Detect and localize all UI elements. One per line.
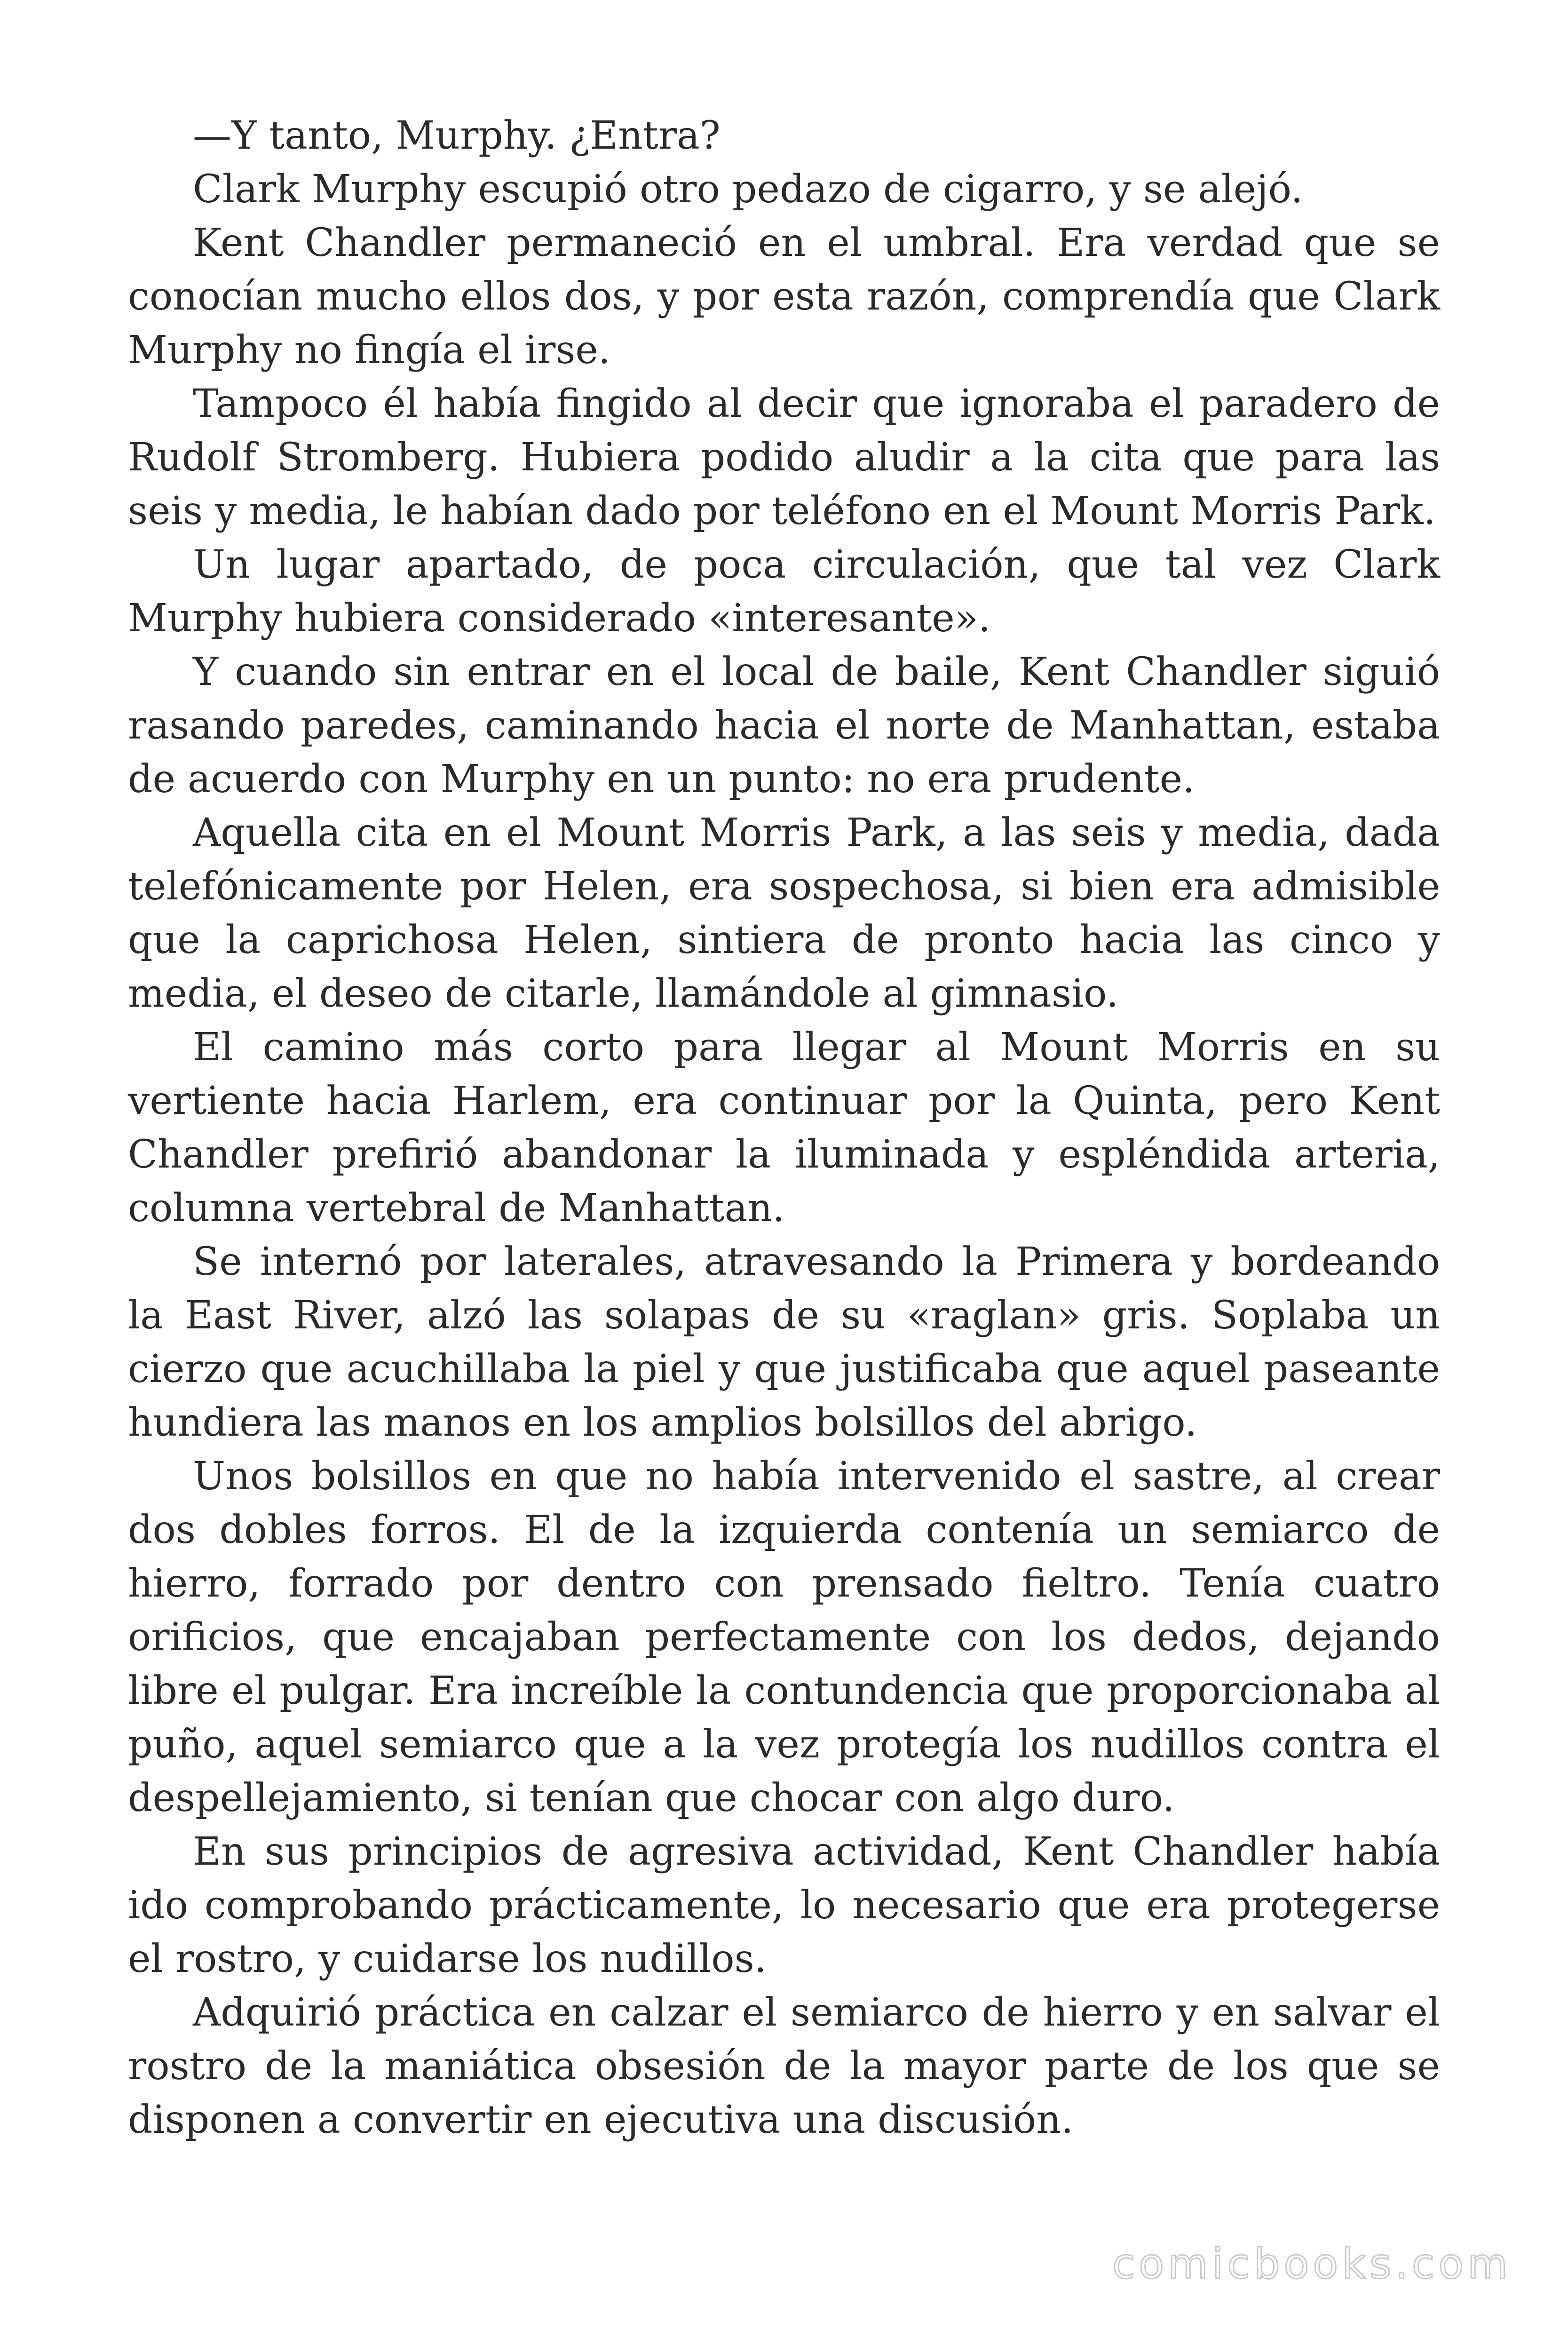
page-text xyxy=(128,109,1440,2147)
paragraph: El camino más corto para llegar al Mount Morris en su vertiente hacia Harlem, era continuar por la Quinta, pero Kent Chandler prefirió abandonar la iluminada y espléndida arteria, columna vertebral de Manhattan. xyxy=(128,1025,1440,1231)
paragraph: Kent Chandler permaneció en el umbral. Era verdad que se conocían mucho ellos dos, y por esta razón, comprendía que Clark Murphy no fingía el irse. xyxy=(128,221,1440,373)
watermark: comicbooks.com xyxy=(1112,2240,1512,2288)
paragraph: Clark Murphy escupió otro pedazo de cigarro, y se alejó. xyxy=(193,167,1303,212)
paragraph: Unos bolsillos en que no había intervenido el sastre, al crear dos dobles forros. El de la izquierda contenía un semiarco de hierro, forrado por dentro con prensado fieltro. Tenía cuatro orificios, que encajaban perfectamente con los dedos, dejando libre el pulgar. Era increíble la contundencia que proporcionaba al puño, aquel semiarco que a la vez protegía los nudillos contra el despellejamiento, si tenían que chocar con algo duro. xyxy=(128,1454,1440,1820)
paragraph: —Y tanto, Murphy. ¿Entra? xyxy=(193,113,721,158)
paragraph: En sus principios de agresiva actividad, Kent Chandler había ido comprobando prácticamente, lo necesario que era protegerse el rostro, y cuidarse los nudillos. xyxy=(128,1829,1440,1981)
paragraph: Adquirió práctica en calzar el semiarco de hierro y en salvar el rostro de la maniática obsesión de la mayor parte de los que se disponen a convertir en ejecutiva una discusión. xyxy=(128,1990,1440,2142)
paragraph: Aquella cita en el Mount Morris Park, a las seis y media, dada telefónicamente por Helen, era sospechosa, si bien era admisible que la caprichosa Helen, sintiera de pronto hacia las cinco y media, el deseo de citarle, llamándole al gimnasio. xyxy=(128,810,1440,1016)
paragraph: Se internó por laterales, atravesando la Primera y bordeando la East River, alzó las solapas de su «raglan» gris. Soplaba un cierzo que acuchillaba la piel y que justificaba que aquel paseante hundiera las manos en los amplios bolsillos del abrigo. xyxy=(128,1240,1440,1445)
paragraph: Y cuando sin entrar en el local de baile, Kent Chandler siguió rasando paredes, caminando hacia el norte de Manhattan, estaba de acuerdo con Murphy en un punto: no era prudente. xyxy=(128,650,1440,802)
paragraph: Tampoco él había fingido al decir que ignoraba el paradero de Rudolf Stromberg. Hubiera podido aludir a la cita que para las seis y media, le habían dado por teléfono en el Mount Morris Park. xyxy=(128,381,1440,533)
paragraph: Un lugar apartado, de poca circulación, que tal vez Clark Murphy hubiera considerado «interesante». xyxy=(128,542,1440,641)
